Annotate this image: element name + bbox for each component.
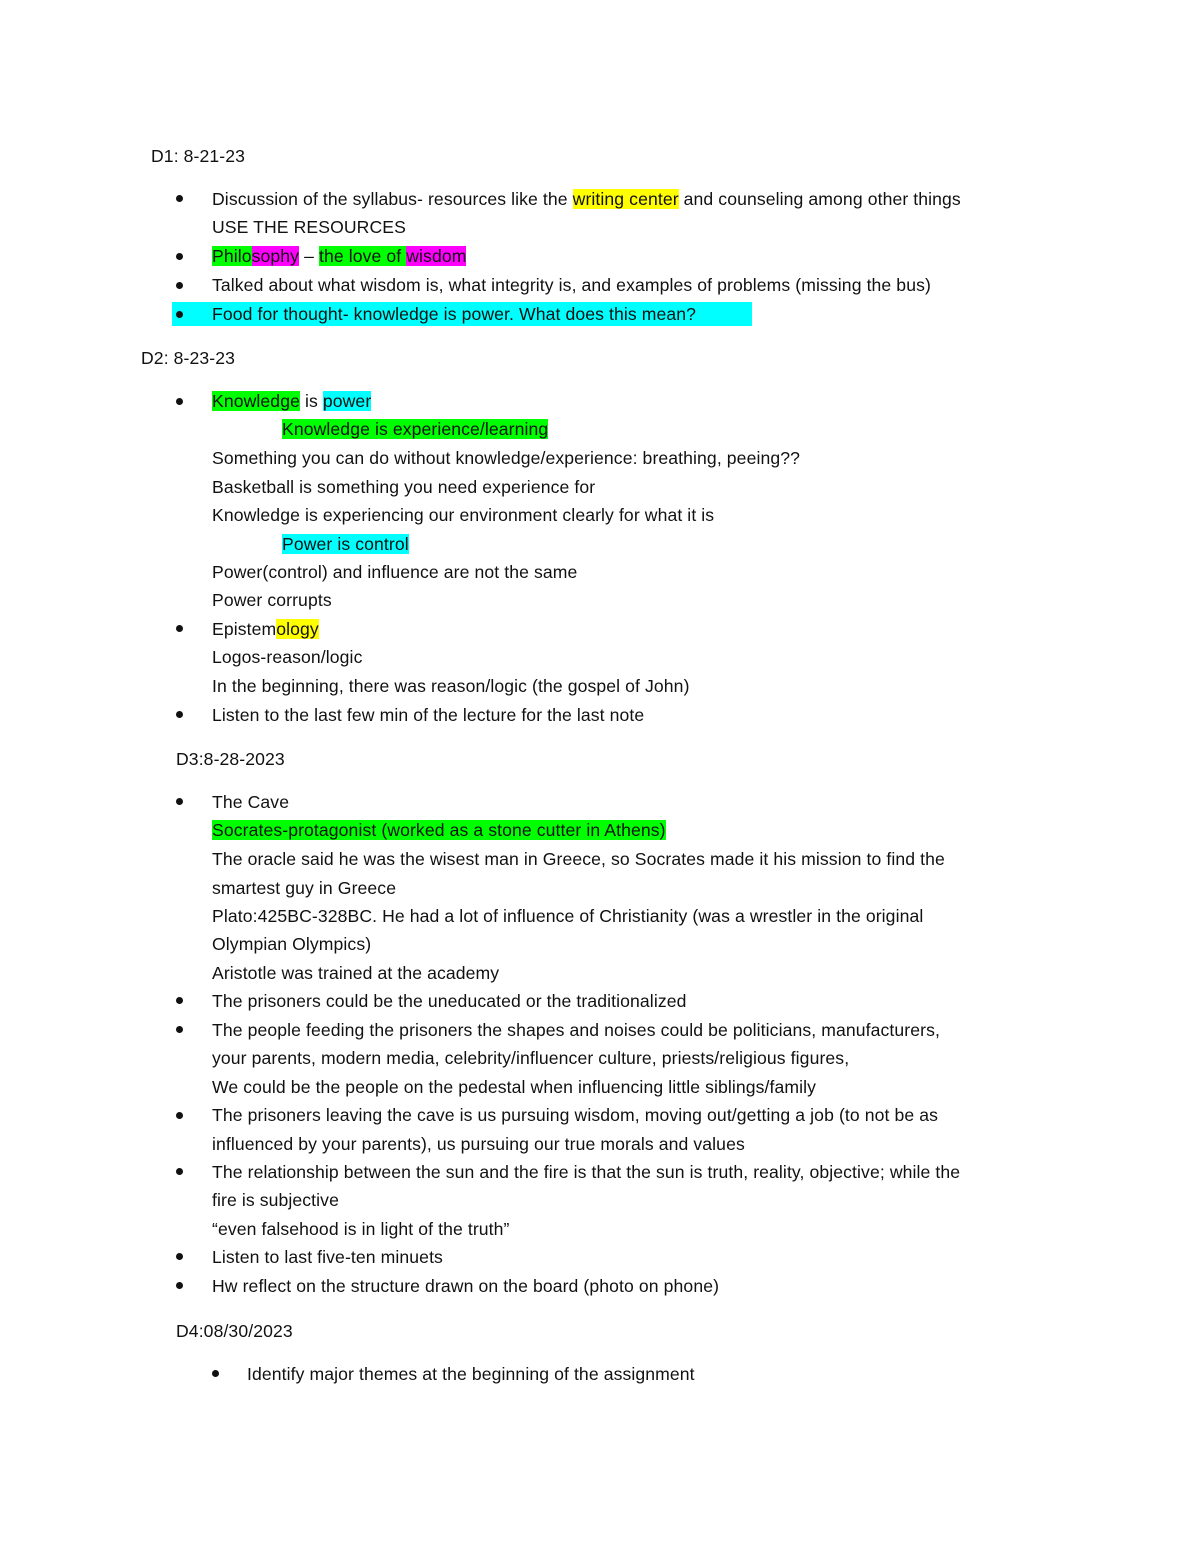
d3-line: influenced by your parents), us pursuing our true morals and values bbox=[212, 1134, 745, 1154]
highlight-knowledge-experience: Knowledge is experience/learning bbox=[282, 419, 549, 439]
highlight-writing-center: writing center bbox=[572, 189, 679, 209]
d3-line: Olympian Olympics) bbox=[212, 934, 372, 954]
highlight-power-control: Power is control bbox=[282, 534, 409, 554]
text: Epistem bbox=[212, 619, 277, 639]
d3-bullet-prisoners: The prisoners could be the uneducated or the traditionalized bbox=[212, 991, 687, 1011]
highlight-socrates: Socrates-protagonist (worked as a stone cutter in Athens) bbox=[212, 820, 666, 840]
d2-bullet-epistemology bbox=[212, 618, 319, 640]
d3-line: your parents, modern media, celebrity/influencer culture, priests/religious figures, bbox=[212, 1048, 850, 1068]
highlight-wisdom: wisdom bbox=[406, 246, 467, 266]
bullet-dot bbox=[176, 311, 183, 318]
bullet-dot bbox=[176, 1026, 183, 1033]
d1-bullet-food-for-thought bbox=[212, 303, 696, 325]
bullet-dot bbox=[176, 253, 183, 260]
bullet-dot bbox=[212, 1370, 219, 1377]
text: – bbox=[299, 246, 319, 266]
d3-heading: D3:8-28-2023 bbox=[176, 749, 285, 769]
d3-line: The oracle said he was the wisest man in Greece, so Socrates made it his mission to find the bbox=[212, 849, 945, 869]
d3-line: Aristotle was trained at the academy bbox=[212, 963, 500, 983]
text: for thought- knowledge is power. What does this mean? bbox=[252, 304, 697, 324]
d1-use-resources: USE THE RESOURCES bbox=[212, 217, 406, 237]
d3-bullet-sun-fire: The relationship between the sun and the fire is that the sun is truth, reality, objective; while the bbox=[212, 1162, 961, 1182]
text: Food bbox=[212, 304, 253, 324]
highlight-sophy: sophy bbox=[251, 246, 300, 266]
d3-bullet-hw: Hw reflect on the structure drawn on the board (photo on phone) bbox=[212, 1276, 720, 1296]
d3-bullet-feeding: The people feeding the prisoners the shapes and noises could be politicians, manufacturers, bbox=[212, 1020, 940, 1040]
d3-line: “even falsehood is in light of the truth” bbox=[212, 1219, 510, 1239]
d2-line: Power corrupts bbox=[212, 590, 332, 610]
d2-line: Power(control) and influence are not the same bbox=[212, 562, 578, 582]
highlight-love-of: the love of bbox=[318, 246, 407, 266]
d2-bullet-listen: Listen to the last few min of the lecture for the last note bbox=[212, 705, 645, 725]
d2-knowledge-sub bbox=[282, 418, 548, 440]
bullet-dot bbox=[176, 1168, 183, 1175]
d2-heading: D2: 8-23-23 bbox=[141, 348, 236, 368]
text: is bbox=[299, 391, 323, 411]
bullet-dot bbox=[176, 711, 183, 718]
highlight-philo: Philo bbox=[212, 246, 252, 266]
d1-bullet-talked: Talked about what wisdom is, what integrity is, and examples of problems (missing the bus) bbox=[212, 275, 931, 295]
bullet-dot bbox=[176, 798, 183, 805]
d3-bullet-leaving: The prisoners leaving the cave is us pursuing wisdom, moving out/getting a job (to not be as bbox=[212, 1105, 939, 1125]
d3-bullet-cave: The Cave bbox=[212, 792, 290, 812]
bullet-dot bbox=[176, 1112, 183, 1119]
text: Discussion of the syllabus- resources like the bbox=[212, 189, 573, 209]
bullet-dot bbox=[176, 1282, 183, 1289]
d2-line: In the beginning, there was reason/logic (the gospel of John) bbox=[212, 676, 690, 696]
d1-bullet-philosophy bbox=[212, 245, 466, 267]
d3-socrates bbox=[212, 819, 666, 841]
d2-line: Basketball is something you need experience for bbox=[212, 477, 596, 497]
bullet-dot bbox=[176, 282, 183, 289]
d3-line: smartest guy in Greece bbox=[212, 878, 397, 898]
highlight-ology: ology bbox=[276, 619, 319, 639]
bullet-dot bbox=[176, 997, 183, 1004]
d4-bullet-themes: Identify major themes at the beginning of the assignment bbox=[247, 1364, 695, 1384]
bullet-dot bbox=[176, 1253, 183, 1260]
bullet-dot bbox=[176, 195, 183, 202]
bullet-dot bbox=[176, 625, 183, 632]
highlight-power: power bbox=[322, 391, 372, 411]
d2-line: Logos-reason/logic bbox=[212, 647, 363, 667]
d2-power-sub bbox=[282, 533, 409, 555]
bullet-dot bbox=[176, 398, 183, 405]
d2-bullet-knowledge-power bbox=[212, 390, 371, 412]
d3-line: fire is subjective bbox=[212, 1190, 339, 1210]
d3-line: Plato:425BC-328BC. He had a lot of influence of Christianity (was a wrestler in the original bbox=[212, 906, 924, 926]
d2-line: Something you can do without knowledge/experience: breathing, peeing?? bbox=[212, 448, 800, 468]
highlight-knowledge: Knowledge bbox=[212, 391, 300, 411]
text: and counseling among other things bbox=[678, 189, 961, 209]
d1-bullet-syllabus bbox=[212, 188, 961, 210]
d2-line: Knowledge is experiencing our environment clearly for what it is bbox=[212, 505, 715, 525]
d1-heading: D1: 8-21-23 bbox=[151, 146, 246, 166]
d3-bullet-listen: Listen to last five-ten minuets bbox=[212, 1247, 443, 1267]
d3-line: We could be the people on the pedestal when influencing little siblings/family bbox=[212, 1077, 817, 1097]
d4-heading: D4:08/30/2023 bbox=[176, 1321, 293, 1341]
